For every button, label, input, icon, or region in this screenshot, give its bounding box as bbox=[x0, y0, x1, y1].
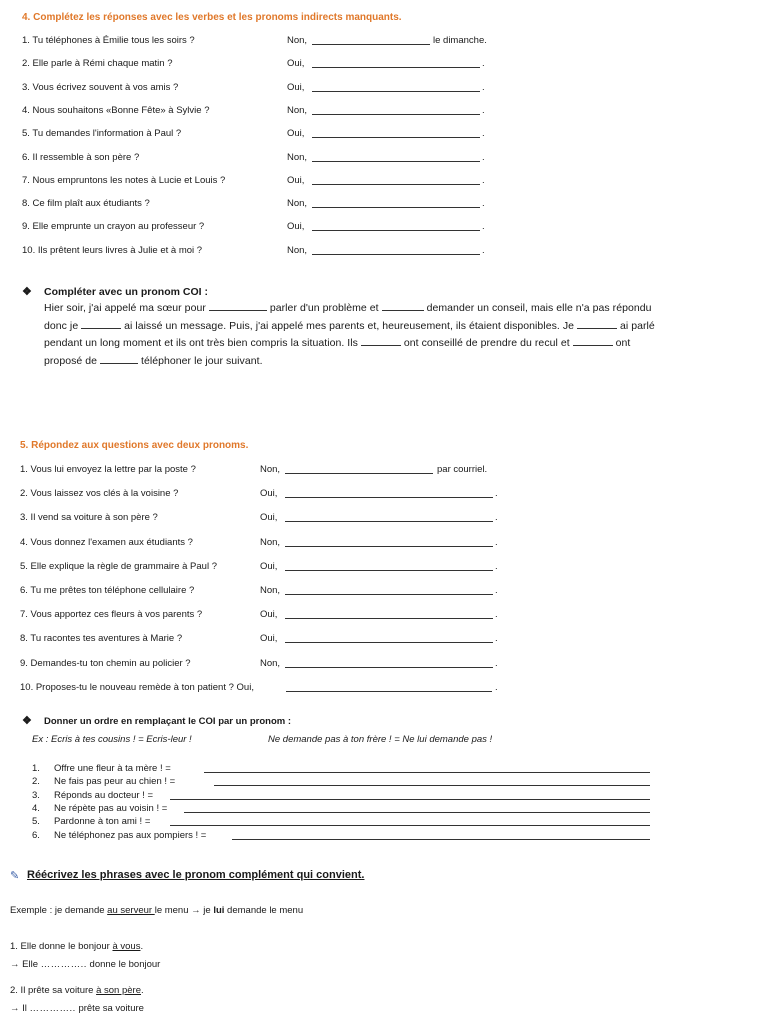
question-text: 4. Vous donnez l'examen aux étudiants ? bbox=[20, 536, 193, 548]
question-text: 2. Elle parle à Rémi chaque matin ? bbox=[22, 58, 173, 70]
question-text: 4. Nous souhaitons «Bonne Fête» à Sylvie ? bbox=[22, 104, 210, 116]
order-text: Réponds au docteur ! = bbox=[54, 789, 154, 801]
pencil-icon: ✎ bbox=[10, 870, 20, 882]
diamond-bullet-icon: ❖ bbox=[22, 286, 32, 298]
example-bold: lui bbox=[213, 905, 225, 916]
order-row bbox=[32, 763, 732, 775]
answer-suffix: . bbox=[495, 512, 498, 524]
answer-prefix: Non, bbox=[287, 198, 308, 210]
answer-line[interactable] bbox=[312, 245, 480, 255]
answer-line[interactable] bbox=[312, 152, 480, 162]
question-text: 6. Tu me prêtes ton téléphone cellulaire ? bbox=[20, 585, 195, 596]
answer-suffix: . bbox=[482, 128, 485, 140]
question-text: 7. Nous empruntons les notes à Lucie et Louis ? bbox=[22, 174, 226, 186]
answer-prefix: Non, bbox=[260, 657, 281, 669]
exercise-row bbox=[22, 128, 762, 140]
order-text: Offre une fleur à ta mère ! = bbox=[54, 763, 171, 774]
answer-prefix: Oui, bbox=[287, 174, 305, 186]
answer-line[interactable] bbox=[285, 585, 493, 595]
paragraph-text: ont bbox=[612, 337, 631, 349]
paragraph-text: donc je bbox=[44, 319, 82, 332]
answer-text: → Elle bbox=[10, 959, 41, 970]
answer-line[interactable] bbox=[312, 128, 480, 138]
order-answer-line[interactable] bbox=[204, 763, 650, 773]
order-row bbox=[32, 790, 732, 802]
exercise-row bbox=[22, 35, 762, 47]
answer-prefix: Oui, bbox=[260, 488, 278, 500]
answer-line[interactable] bbox=[285, 658, 493, 668]
question-text: 10. Ils prêtent leurs livres à Julie et à moi ? bbox=[22, 244, 203, 256]
answer-prefix: Oui, bbox=[260, 609, 278, 621]
answer-line[interactable] bbox=[312, 58, 480, 68]
sentence-text: . bbox=[140, 941, 144, 952]
question-text: 3. Vous écrivez souvent à vos amis ? bbox=[22, 81, 179, 93]
answer-suffix: . bbox=[482, 58, 485, 70]
paragraph-text: proposé de bbox=[44, 354, 101, 367]
exercise-row bbox=[20, 585, 760, 597]
question-text: 8. Ce film plaît aux étudiants ? bbox=[22, 198, 150, 210]
answer-suffix: . bbox=[482, 104, 485, 116]
answer-blank[interactable]: ………….. bbox=[40, 959, 87, 970]
answer-line[interactable] bbox=[312, 82, 480, 92]
order-number: 3. bbox=[32, 789, 40, 801]
answer-prefix: Oui, bbox=[287, 128, 305, 140]
answer-suffix: . bbox=[482, 244, 485, 256]
question-text: 5. Elle explique la règle de grammaire à Paul ? bbox=[20, 560, 217, 572]
answer-prefix: Oui, bbox=[260, 633, 278, 645]
answer-suffix: . bbox=[495, 585, 498, 596]
exercise-row bbox=[20, 658, 760, 670]
answer-suffix: . bbox=[482, 174, 485, 186]
order-row bbox=[32, 830, 732, 842]
sentence-text: . bbox=[140, 985, 144, 996]
exercise-row bbox=[22, 152, 762, 164]
question-text: 5. Tu demandes l'information à Paul ? bbox=[22, 128, 182, 140]
exercise-row bbox=[22, 82, 762, 94]
coi-paragraph bbox=[44, 300, 752, 370]
paragraph-text: pendant un long moment et ils ont très bien compris la situation. Ils bbox=[44, 337, 361, 349]
diamond-bullet-icon: ❖ bbox=[22, 715, 32, 727]
exercise-row bbox=[20, 512, 760, 524]
sentence-underlined: à son père bbox=[96, 985, 141, 996]
paragraph-text: ai laissé un message. Puis, j'ai appelé mes parents et, heureusement, ils étaient disponibles. Je bbox=[121, 319, 577, 332]
answer-suffix: . bbox=[482, 151, 485, 163]
answer-line[interactable] bbox=[285, 488, 493, 498]
question-text: 9. Demandes-tu ton chemin au policier ? bbox=[20, 657, 191, 669]
answer-line[interactable] bbox=[285, 633, 493, 643]
paragraph-text: Hier soir, j'ai appelé ma sœur pour bbox=[44, 302, 209, 314]
blank-field[interactable] bbox=[100, 353, 138, 364]
answer-line[interactable] bbox=[312, 175, 480, 185]
answer-line[interactable] bbox=[312, 35, 430, 45]
rewrite-answer bbox=[10, 959, 160, 970]
answer-prefix: Non, bbox=[260, 464, 281, 475]
order-number: 6. bbox=[32, 829, 40, 841]
order-answer-line[interactable] bbox=[232, 830, 650, 840]
order-row bbox=[32, 776, 732, 788]
answer-prefix: Non, bbox=[287, 104, 308, 116]
exercise-4-title: 4. Complétez les réponses avec les verbes et les pronoms indirects manquants. bbox=[22, 12, 402, 23]
exercise-row bbox=[22, 198, 762, 210]
paragraph-line bbox=[44, 300, 752, 318]
order-answer-line[interactable] bbox=[184, 803, 650, 813]
exercise-row bbox=[20, 609, 760, 621]
order-number: 2. bbox=[32, 776, 40, 788]
paragraph-line bbox=[44, 335, 752, 353]
answer-prefix: Non, bbox=[287, 35, 308, 46]
example-text: Exemple : je demande bbox=[10, 905, 108, 916]
answer-suffix: par courriel. bbox=[437, 464, 488, 475]
ordre-example-right: Ne demande pas à ton frère ! = Ne lui demande pas ! bbox=[268, 734, 493, 745]
answer-line[interactable] bbox=[286, 682, 492, 692]
exercise-row bbox=[22, 221, 762, 233]
answer-suffix: le dimanche. bbox=[433, 35, 487, 46]
answer-suffix: . bbox=[482, 221, 485, 233]
answer-line[interactable] bbox=[285, 537, 493, 547]
blank-field[interactable] bbox=[573, 335, 613, 346]
answer-line[interactable] bbox=[312, 105, 480, 115]
question-text: 3. Il vend sa voiture à son père ? bbox=[20, 512, 158, 524]
rewrite-answer bbox=[10, 1003, 144, 1014]
exercise-row bbox=[20, 633, 760, 645]
order-text: Pardonne à ton ami ! = bbox=[54, 816, 151, 828]
reecrire-title: Réécrivez les phrases avec le pronom complément qui convient. bbox=[27, 869, 365, 881]
answer-prefix: Oui, bbox=[260, 560, 278, 572]
answer-line[interactable] bbox=[285, 512, 493, 522]
paragraph-text: téléphoner le jour suivant. bbox=[138, 354, 263, 367]
order-text: Ne répète pas au voisin ! = bbox=[54, 802, 168, 814]
order-number: 4. bbox=[32, 802, 40, 814]
exercise-row bbox=[22, 175, 762, 187]
answer-suffix: . bbox=[495, 536, 498, 548]
question-text: 8. Tu racontes tes aventures à Marie ? bbox=[20, 633, 183, 645]
question-text: 7. Vous apportez ces fleurs à vos parents ? bbox=[20, 609, 203, 621]
exercise-row bbox=[22, 58, 762, 70]
answer-prefix: Non, bbox=[287, 244, 308, 256]
reecrire-example bbox=[10, 905, 303, 916]
exercise-row bbox=[20, 464, 760, 476]
answer-suffix: . bbox=[482, 198, 485, 210]
question-text: 2. Vous laissez vos clés à la voisine ? bbox=[20, 488, 179, 500]
order-row bbox=[32, 816, 732, 828]
example-text: demande le menu bbox=[224, 905, 304, 916]
answer-suffix: . bbox=[495, 488, 498, 500]
order-answer-line[interactable] bbox=[170, 790, 650, 800]
paragraph-line bbox=[44, 353, 752, 371]
question-text: 6. Il ressemble à son père ? bbox=[22, 151, 140, 163]
blank-field[interactable] bbox=[81, 318, 121, 329]
order-text: Ne téléphonez pas aux pompiers ! = bbox=[54, 829, 207, 841]
exercise-row bbox=[22, 245, 762, 257]
answer-suffix: . bbox=[495, 681, 498, 693]
answer-prefix: Non, bbox=[260, 536, 281, 548]
answer-blank[interactable]: ………….. bbox=[29, 1003, 76, 1014]
answer-suffix: . bbox=[495, 609, 498, 621]
coi-title: Compléter avec un pronom COI : bbox=[44, 286, 208, 298]
answer-line[interactable] bbox=[285, 561, 493, 571]
question-text: 1. Vous lui envoyez la lettre par la poste ? bbox=[20, 464, 196, 475]
question-text: 10. Proposes-tu le nouveau remède à ton patient ? Oui, bbox=[20, 681, 254, 693]
blank-field[interactable] bbox=[361, 335, 401, 346]
answer-suffix: . bbox=[495, 560, 498, 572]
answer-prefix: Non, bbox=[287, 151, 308, 163]
answer-line[interactable] bbox=[312, 221, 480, 231]
exercise-row bbox=[20, 488, 760, 500]
order-answer-line[interactable] bbox=[170, 816, 650, 826]
question-text: 1. Tu téléphones à Émilie tous les soirs ? bbox=[22, 35, 195, 46]
blank-field[interactable] bbox=[382, 300, 424, 311]
exercise-row bbox=[20, 561, 760, 573]
order-row bbox=[32, 803, 732, 815]
order-answer-line[interactable] bbox=[214, 776, 650, 786]
blank-field[interactable] bbox=[209, 300, 267, 311]
answer-suffix: . bbox=[495, 633, 498, 645]
answer-suffix: . bbox=[495, 657, 498, 669]
answer-prefix: Non, bbox=[260, 585, 281, 596]
paragraph-text: parler d'un problème et bbox=[266, 302, 382, 314]
exercise-row bbox=[22, 105, 762, 117]
answer-prefix: Oui, bbox=[287, 221, 305, 233]
paragraph-line bbox=[44, 318, 752, 336]
example-underlined: au serveur bbox=[107, 905, 155, 916]
sentence-text: 1. Elle donne le bonjour bbox=[10, 941, 113, 952]
answer-prefix: Oui, bbox=[287, 81, 305, 93]
answer-suffix: . bbox=[482, 81, 485, 93]
answer-line[interactable] bbox=[312, 198, 480, 208]
exercise-row bbox=[20, 682, 760, 694]
answer-prefix: Oui, bbox=[287, 58, 305, 70]
example-text: le menu → je bbox=[154, 905, 214, 916]
ordre-title: Donner un ordre en remplaçant le COI par un pronom : bbox=[44, 716, 292, 727]
order-number: 5. bbox=[32, 816, 40, 828]
answer-text: donne le bonjour bbox=[86, 959, 161, 970]
answer-text: prête sa voiture bbox=[75, 1003, 144, 1014]
paragraph-text: ont conseillé de prendre du recul et bbox=[400, 337, 573, 349]
question-text: 9. Elle emprunte un crayon au professeur ? bbox=[22, 221, 205, 233]
answer-line[interactable] bbox=[285, 609, 493, 619]
order-number: 1. bbox=[32, 763, 40, 774]
order-text: Ne fais pas peur au chien ! = bbox=[54, 776, 176, 788]
sentence-underlined: à vous bbox=[112, 941, 141, 952]
paragraph-text: demander un conseil, mais elle n'a pas répondu bbox=[423, 302, 652, 314]
blank-field[interactable] bbox=[577, 318, 617, 329]
ordre-example-left: Ex : Ecris à tes cousins ! = Ecris-leur ! bbox=[32, 734, 192, 745]
rewrite-sentence bbox=[10, 985, 144, 996]
answer-prefix: Oui, bbox=[260, 512, 278, 524]
answer-text: → Il bbox=[10, 1003, 30, 1014]
paragraph-text: ai parlé bbox=[616, 319, 655, 332]
exercise-row bbox=[20, 537, 760, 549]
answer-line[interactable] bbox=[285, 464, 433, 474]
sentence-text: 2. Il prête sa voiture bbox=[10, 985, 97, 996]
rewrite-sentence bbox=[10, 941, 143, 952]
exercise-5-title: 5. Répondez aux questions avec deux pronoms. bbox=[20, 440, 249, 451]
